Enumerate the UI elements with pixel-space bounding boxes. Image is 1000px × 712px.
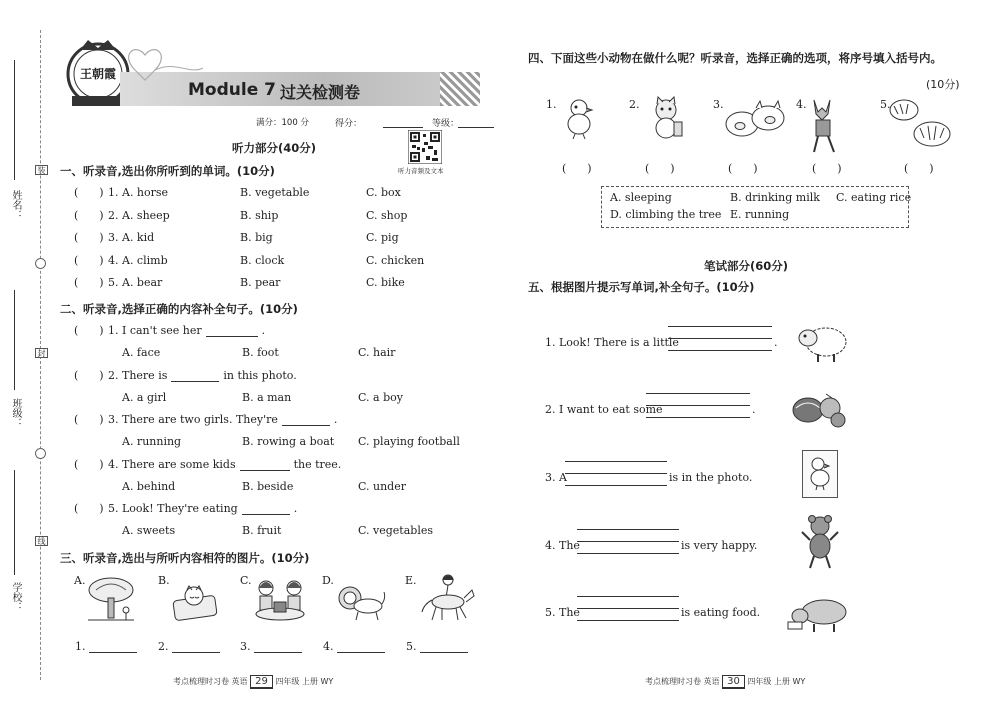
option-item: A. sleeping (610, 191, 672, 204)
fill-blank[interactable] (206, 326, 258, 337)
sentence-end: . (333, 413, 338, 426)
option-a: A. sheep (122, 208, 170, 222)
animal-number: 3. (713, 98, 724, 111)
option-b: B. foot (242, 346, 279, 359)
answer-paren[interactable]: ( ) (904, 162, 934, 175)
answer-blank[interactable] (337, 642, 385, 653)
answer-paren[interactable]: ( ) (74, 208, 104, 222)
option-c: C. hair (358, 346, 396, 359)
guide-line (565, 485, 667, 486)
girl-riding-horse-picture (418, 572, 478, 624)
class-label: 班级： (10, 398, 21, 428)
qr-caption: 听力音频及文本 (398, 167, 444, 175)
option-item: E. running (730, 208, 790, 221)
write-line[interactable] (565, 473, 667, 474)
guide-line (565, 461, 667, 462)
answer-blank[interactable] (254, 642, 302, 653)
class-field[interactable] (14, 290, 15, 390)
written-title: 笔试部分(60分) (704, 259, 789, 273)
animal-number: 5. (880, 98, 891, 111)
option-a: A. kid (122, 231, 155, 244)
guide-line (646, 393, 750, 394)
sentence-end: the tree. (293, 457, 342, 471)
seal-char: 线 (37, 537, 46, 545)
guide-line (577, 620, 679, 621)
option-c: C. shop (366, 208, 408, 222)
seal-char: 装 (37, 166, 46, 174)
picture-label: E. (405, 574, 417, 587)
answer-paren[interactable]: ( ) (74, 253, 104, 267)
fruit-picture (790, 386, 852, 434)
footer-left (173, 675, 333, 689)
question-number: 3. (108, 231, 119, 244)
sentence-start: 1. I can't see her (108, 324, 202, 337)
write-line[interactable] (577, 541, 679, 542)
answer-paren[interactable]: ( ) (74, 231, 104, 244)
picture-label: A. (74, 574, 86, 587)
school-field[interactable] (14, 470, 15, 575)
footer-text: 考点梳理时习卷 英语 (173, 677, 248, 686)
chick-picture (562, 96, 596, 140)
footer-tail: 四年级 上册 WY (275, 677, 334, 686)
question-number: 5. (108, 276, 119, 289)
option-item: B. drinking milk (730, 191, 820, 204)
option-b: B. big (240, 231, 273, 244)
option-c: C. bike (366, 276, 405, 289)
banner-pattern (440, 72, 480, 106)
answer-slot (240, 640, 302, 653)
binding-hole (35, 258, 46, 269)
picture-label: B. (158, 574, 170, 587)
answer-paren[interactable]: ( ) (562, 162, 592, 175)
guide-line (646, 417, 750, 418)
footer-right (645, 675, 805, 689)
option-c: C. box (366, 186, 401, 199)
section-4-title: 四、下面这些小动物在做什么呢？听录音，选择正确的选项，将序号填入括号内。 (528, 51, 942, 65)
name-label: 姓名： (10, 190, 21, 220)
picture-label: D. (322, 574, 334, 587)
page-number: 29 (250, 675, 273, 689)
seal-char: 封 (37, 349, 46, 357)
logo-text: 王朝霞 (79, 67, 117, 81)
animal-number: 1. (546, 98, 557, 111)
sentence-start: 1. Look! There is a little (545, 336, 679, 349)
question-sentence (108, 369, 297, 382)
grade-label: 等级： (432, 119, 460, 129)
option-b: B. ship (240, 208, 279, 222)
footer-tail: 四年级 上册 WY (747, 677, 806, 686)
answer-paren[interactable]: ( ) (645, 162, 675, 175)
question-number: 4. (108, 253, 119, 267)
animal-number: 2. (629, 98, 640, 111)
option-item: C. eating rice (836, 191, 912, 204)
sentence-start: 4. There are some kids (108, 457, 236, 471)
option-a: A. bear (122, 276, 163, 289)
sentence-start: 5. Look! They're eating (108, 502, 238, 515)
answer-paren[interactable]: ( ) (74, 413, 104, 426)
page-title-cn: 过关检测卷 (280, 83, 361, 102)
sentence-end: in this photo. (223, 368, 297, 382)
answer-paren[interactable]: ( ) (728, 162, 758, 175)
option-c: C. chicken (366, 253, 425, 267)
answer-paren[interactable]: ( ) (74, 457, 104, 471)
answer-number: 2. (158, 640, 169, 653)
answer-number: 5. (406, 640, 417, 653)
picture-label: C. (240, 574, 252, 587)
sentence-end: . (293, 502, 298, 515)
answer-paren[interactable]: ( ) (74, 502, 104, 515)
section-4-score: (10分) (926, 78, 960, 91)
answer-paren[interactable]: ( ) (74, 368, 104, 382)
guide-line (668, 326, 772, 327)
option-a: A. horse (122, 186, 169, 199)
page-title: Module 7 (188, 80, 276, 100)
pigs-picture (722, 98, 788, 142)
option-b: B. clock (240, 253, 285, 267)
sentence-end: is eating food. (681, 606, 761, 619)
question-sentence (108, 413, 337, 426)
binding-hole (35, 448, 46, 459)
sheep-picture (796, 318, 850, 364)
qr-code-icon[interactable] (408, 130, 442, 164)
section-3-title: 三、听录音,选出与所听内容相符的图片。(10分) (60, 551, 310, 565)
sentence-end: is in the photo. (669, 471, 753, 484)
question-number: 2. (108, 208, 119, 222)
guide-line (577, 529, 679, 530)
tree-kids-picture (86, 576, 136, 624)
guide-line (668, 350, 772, 351)
option-a: A. running (122, 435, 182, 448)
section-2-title: 二、听录音,选择正确的内容补全句子。(10分) (60, 302, 298, 316)
question-sentence (108, 458, 341, 471)
sentence-start: 3. A (545, 471, 567, 484)
sentence-start: 5. The (545, 606, 580, 619)
question-number: 1. (108, 186, 119, 199)
write-line[interactable] (577, 608, 679, 609)
answer-slot (406, 640, 468, 653)
answer-number: 3. (240, 640, 251, 653)
page-number: 30 (722, 675, 745, 689)
happy-bear-picture (800, 514, 842, 570)
answer-blank[interactable] (420, 642, 468, 653)
answer-paren[interactable]: ( ) (74, 324, 104, 337)
guide-line (577, 553, 679, 554)
tigers-picture (888, 96, 954, 152)
option-b: B. fruit (242, 524, 282, 537)
guide-line (577, 596, 679, 597)
option-b: B. pear (240, 276, 281, 289)
answer-paren[interactable]: ( ) (812, 162, 842, 175)
sentence-start: 3. There are two girls. They're (108, 413, 278, 426)
girls-eating-picture (252, 578, 308, 624)
listening-title: 听力部分(40分) (232, 141, 317, 155)
score-field[interactable] (383, 116, 423, 128)
sentence-end: . (774, 336, 778, 349)
sentence-end: is very happy. (681, 539, 758, 552)
option-c: C. vegetables (358, 524, 433, 537)
option-item: D. climbing the tree (610, 208, 722, 221)
section-1-title: 一、听录音,选出你所听到的单词。(10分) (60, 164, 275, 178)
answer-slot (158, 640, 220, 653)
question-sentence (108, 502, 297, 515)
write-line[interactable] (668, 338, 772, 339)
question-sentence (108, 324, 265, 337)
section-5-title: 五、根据图片提示写单词,补全句子。(10分) (528, 280, 755, 294)
school-label: 学校： (10, 582, 21, 612)
option-a: A. face (122, 346, 161, 359)
fill-blank[interactable] (171, 371, 219, 382)
write-line[interactable] (646, 405, 750, 406)
fill-blank[interactable] (282, 415, 330, 426)
sentence-start: 2. There is (108, 368, 168, 382)
answer-slot (75, 640, 137, 653)
fill-blank[interactable] (242, 504, 290, 515)
option-c: C. pig (366, 231, 399, 244)
option-c: C. under (358, 479, 406, 493)
animal-number: 4. (796, 98, 807, 111)
option-b: B. beside (242, 479, 294, 493)
option-a: A. climb (122, 253, 168, 267)
score-label: 得分： (335, 119, 363, 129)
answer-number: 1. (75, 640, 86, 653)
sleeping-animal-picture (170, 582, 220, 622)
answer-number: 4. (323, 640, 334, 653)
pig-eating-picture (786, 594, 852, 634)
sentence-start: 4. The (545, 539, 580, 552)
lion-picture (336, 584, 386, 622)
option-c: C. a boy (358, 390, 403, 404)
option-b: B. rowing a boat (242, 435, 335, 448)
grade-field[interactable] (458, 116, 494, 128)
sentence-start: 2. I want to eat some (545, 403, 663, 416)
name-field[interactable] (14, 60, 15, 180)
full-score: 满分：100 分 (256, 118, 309, 128)
answer-paren[interactable]: ( ) (74, 186, 104, 199)
fill-blank[interactable] (240, 460, 290, 471)
option-b: B. a man (242, 390, 292, 404)
answer-blank[interactable] (172, 642, 220, 653)
option-a: A. sweets (122, 524, 176, 537)
option-a: A. behind (122, 479, 176, 493)
dog-running-picture (806, 98, 844, 154)
footer-text: 考点梳理时习卷 英语 (645, 677, 720, 686)
chick-photo-picture (806, 454, 834, 492)
answer-paren[interactable]: ( ) (74, 276, 104, 289)
cat-drinking-picture (648, 96, 688, 142)
option-b: B. vegetable (240, 186, 310, 199)
option-c: C. playing football (358, 435, 460, 448)
sentence-end: . (261, 324, 266, 337)
answer-blank[interactable] (89, 642, 137, 653)
sentence-end: . (752, 403, 756, 416)
option-a: A. a girl (122, 390, 167, 404)
answer-slot (323, 640, 385, 653)
